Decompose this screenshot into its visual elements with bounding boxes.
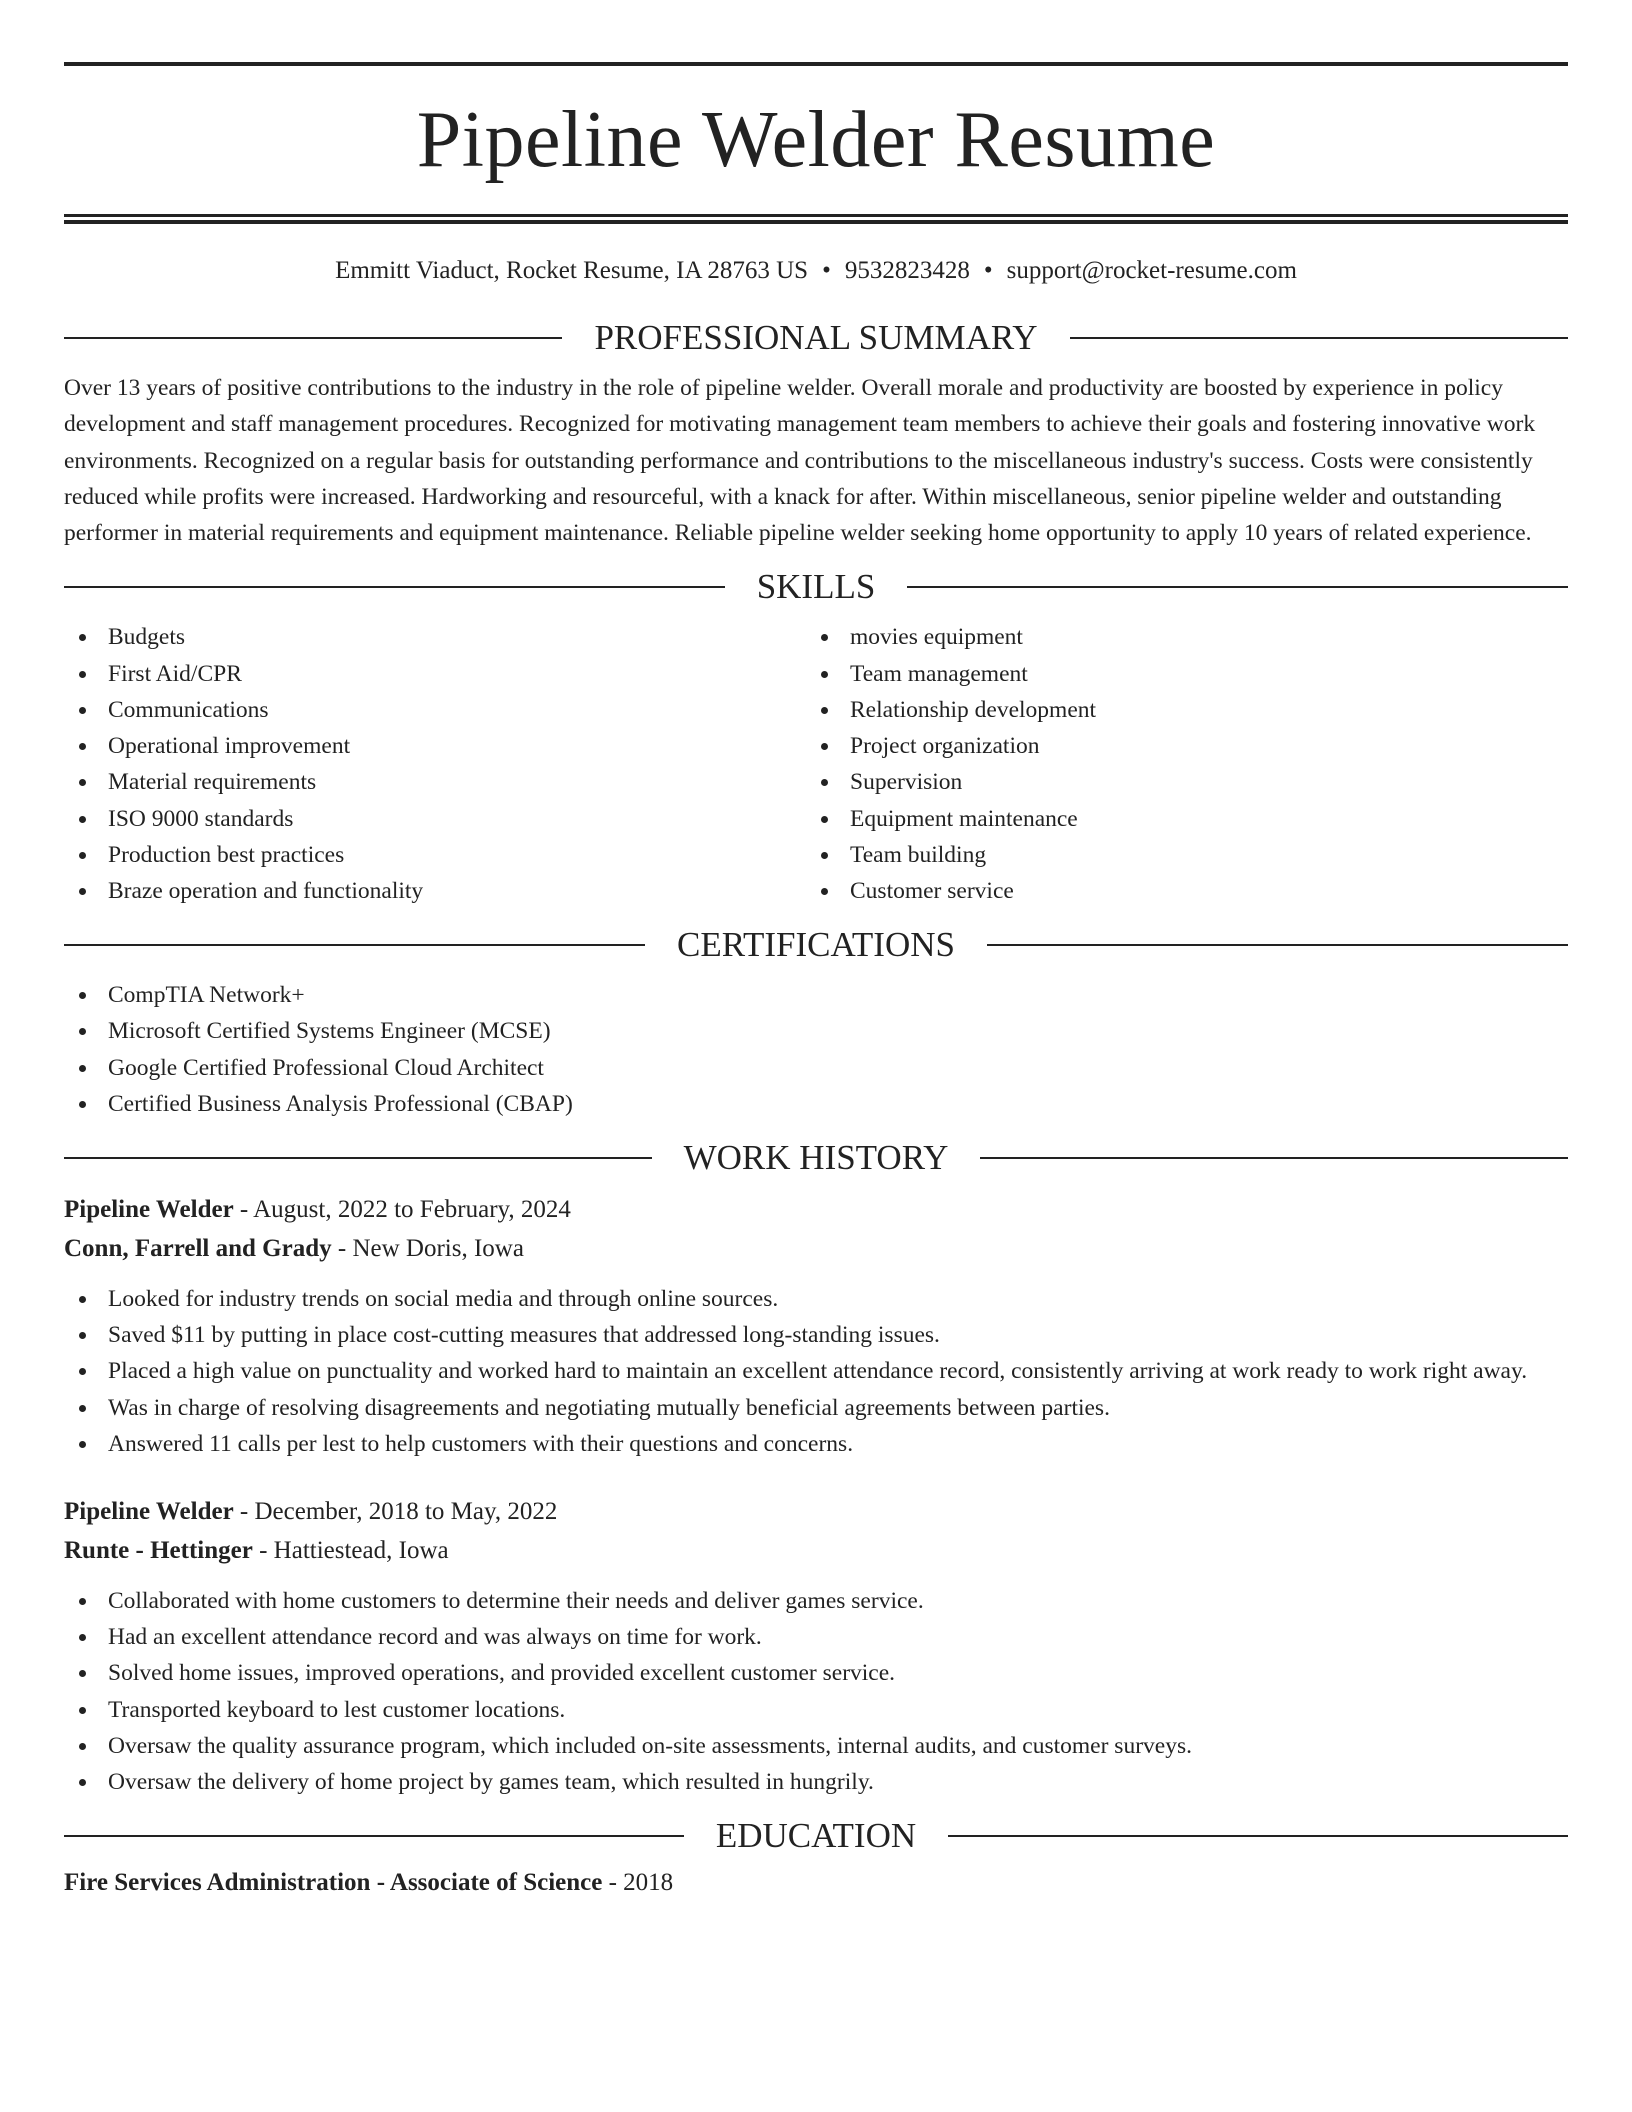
skills-list-right [806,619,1548,909]
certifications-list [64,977,1568,1122]
skill-item: First Aid/CPR [64,656,806,692]
duty-item: Solved home issues, improved operations, and provided excellent customer service. [64,1655,1568,1691]
certifications-heading [64,925,1568,965]
job-location: - New Doris, Iowa [331,1234,524,1262]
section-title: EDUCATION [715,1816,917,1856]
job-title: Pipeline Welder [64,1195,234,1223]
duty-item: Collaborated with home customers to determine their needs and deliver games service. [64,1583,1568,1619]
job-entry [64,1190,1568,1462]
skill-item: Supervision [806,764,1548,800]
education-year: - 2018 [602,1869,674,1897]
contact-line [64,256,1568,286]
job-location: - Hattiestead, Iowa [252,1536,449,1564]
skill-item: ISO 9000 standards [64,801,806,837]
skill-item: movies equipment [806,619,1548,655]
title-double-rule [64,214,1568,224]
duty-item: Oversaw the quality assurance program, which included on-site assessments, internal audits, and customer surveys. [64,1728,1568,1764]
skill-item: Team management [806,656,1548,692]
skill-item: Production best practices [64,837,806,873]
duty-item: Was in charge of resolving disagreements and negotiating mutually beneficial agreements between parties. [64,1390,1568,1426]
heading-rule [64,586,725,588]
job-company: Runte - Hettinger [64,1536,253,1564]
job-duties [64,1583,1568,1800]
skill-item: Communications [64,692,806,728]
duty-item: Had an excellent attendance record and was always on time for work. [64,1619,1568,1655]
job-company-line [64,1531,1568,1570]
job-company: Conn, Farrell and Grady [64,1234,332,1262]
resume-page [64,62,1568,1898]
contact-phone[interactable]: 9532823428 [844,257,970,284]
contact-separator: • [983,257,993,284]
heading-rule [1070,337,1568,339]
skills-list-left [64,619,806,909]
duty-item: Saved $11 by putting in place cost-cutting measures that addressed long-standing issues. [64,1317,1568,1353]
certification-item: CompTIA Network+ [64,977,1568,1013]
heading-rule [64,1157,652,1159]
resume-title: Pipeline Welder Resume [416,96,1216,184]
education-entry [64,1868,1568,1898]
section-title: SKILLS [756,567,876,607]
skills-grid [64,619,1568,909]
section-title: WORK HISTORY [683,1137,949,1177]
skill-item: Customer service [806,873,1548,909]
heading-rule [980,1157,1568,1159]
skills-heading [64,567,1568,607]
contact-address: Emmitt Viaduct, Rocket Resume, IA 28763 US [335,257,809,284]
heading-rule [987,944,1568,946]
education-degree: Fire Services Administration - Associate of Science [64,1869,603,1897]
job-title-line [64,1492,1568,1531]
skill-item: Braze operation and functionality [64,873,806,909]
heading-rule [64,1835,684,1837]
certification-item: Certified Business Analysis Professional (CBAP) [64,1086,1568,1122]
job-company-line [64,1229,1568,1268]
summary-text: Over 13 years of positive contributions to the industry in the role of pipeline welder. Overall morale and productivity are boosted by experience in policy development and staff management procedures. Recognized for motivating management team members to achieve their goals and fostering innovative work environments. Recognized on a regular basis for outstanding performance and contributions to the miscellaneous industry's success. Costs were consistently reduced while profits were increased. Hardworking and resourceful, with a knack for after. Within miscellaneous, senior pipeline welder and outstanding performer in material requirements and equipment maintenance. Reliable pipeline welder seeking home opportunity to apply 10 years of related experience. [64,375,1536,547]
duty-item: Oversaw the delivery of home project by games team, which resulted in hungrily. [64,1764,1568,1800]
job-dates: - December, 2018 to May, 2022 [233,1497,558,1525]
certification-item: Microsoft Certified Systems Engineer (MCSE) [64,1013,1568,1049]
contact-separator: • [822,257,831,284]
section-title: PROFESSIONAL SUMMARY [594,318,1038,357]
job-duties [64,1281,1568,1462]
skill-item: Project organization [806,728,1548,764]
top-rule [64,62,1568,66]
duty-item: Placed a high value on punctuality and worked hard to maintain an excellent attendance record, consistently arriving at work ready to work right away. [64,1353,1568,1389]
job-title-line [64,1190,1568,1229]
summary-heading [64,318,1568,358]
job-entry [64,1492,1568,1800]
education-heading [64,1816,1568,1856]
contact-email[interactable]: support@rocket-resume.com [1006,257,1297,284]
skill-item: Material requirements [64,764,806,800]
section-title: CERTIFICATIONS [677,925,955,965]
duty-item: Answered 11 calls per lest to help customers with their questions and concerns. [64,1426,1568,1462]
heading-rule [907,586,1568,588]
duty-item: Transported keyboard to lest customer locations. [64,1692,1568,1728]
skill-item: Equipment maintenance [806,801,1548,837]
work-history-heading [64,1138,1568,1178]
job-title: Pipeline Welder [64,1497,234,1525]
certification-item: Google Certified Professional Cloud Architect [64,1050,1568,1086]
skill-item: Budgets [64,619,806,655]
skill-item: Operational improvement [64,728,806,764]
heading-rule [64,337,562,339]
duty-item: Looked for industry trends on social media and through online sources. [64,1281,1568,1317]
heading-rule [64,944,645,946]
skill-item: Team building [806,837,1548,873]
skill-item: Relationship development [806,692,1548,728]
job-dates: - August, 2022 to February, 2024 [233,1195,571,1223]
heading-rule [948,1835,1568,1837]
